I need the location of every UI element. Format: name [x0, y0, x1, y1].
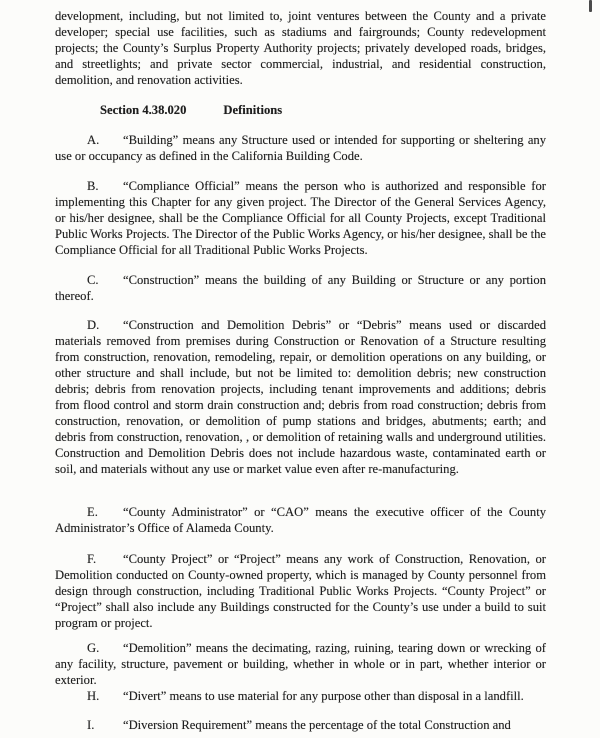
page-content	[55, 8, 546, 733]
definition-text: “Construction and Demolition Debris” or “Debris” means used or discarded materials removed from premises during Construction or Renovation of a Structure resulting from construction, renovation, remodeling, repair, or demolition operations on any building, or other structure and shall include, but not be limited to: demolition debris; new construction debris; debris from renovation projects, including tenant improvements and additions; debris from flood control and storm drain construction and; debris from road construction; debris from construction, renovation, or demolition of pump stations and bridges, abutments; earth; and debris from construction, renovation, , or demolition of retaining walls and underground utilities. Construction and Demolition Debris does not include hazardous waste, contaminated earth or soil, and materials without any use or market value even after re-manufacturing.	[55, 318, 546, 476]
definition-paragraph-i	[55, 717, 546, 733]
definition-text: “Demolition” means the decimating, razing, ruining, tearing down or wrecking of any facility, structure, pavement or building, whether in whole or in part, whether interior or exterior.	[55, 641, 546, 687]
scan-artifact-mark	[589, 0, 592, 12]
definition-paragraph-d	[55, 317, 546, 477]
definition-letter: D.	[87, 318, 100, 332]
definition-text: “Building” means any Structure used or intended for supporting or sheltering any use or occupancy as defined in the California Building Code.	[55, 133, 546, 163]
definition-text: “County Project” or “Project” means any work of Construction, Renovation, or Demolition conducted on County-owned property, which is managed by County personnel from design through construction, including Traditional Public Works Projects. “County Project” or “Project” shall also include any Buildings constructed for the County’s use under a build to suit program or project.	[55, 552, 546, 630]
definition-paragraph-f	[55, 551, 546, 631]
section-title: Definitions	[223, 103, 283, 117]
section-number: Section 4.38.020	[100, 103, 187, 117]
definition-text: “Construction” means the building of any Building or Structure or any portion thereof.	[55, 273, 546, 303]
definition-text: “Compliance Official” means the person who is authorized and responsible for implementing this Chapter for any given project. The Director of the General Services Agency, or his/her designee, shall be the Compliance Official for all County Projects, except Traditional Public Works Projects. The Director of the Public Works Agency, or his/her designee, shall be the Compliance Official for all Traditional Public Works Projects.	[55, 179, 547, 257]
definition-text: “Divert” means to use material for any purpose other than disposal in a landfill.	[123, 689, 524, 703]
definition-text: “Diversion Requirement” means the percentage of the total Construction and	[123, 718, 511, 732]
definition-paragraph-h	[55, 688, 546, 704]
definition-letter: C.	[87, 273, 99, 287]
definition-paragraph-a	[55, 132, 546, 164]
section-heading	[55, 102, 546, 118]
definition-paragraph-c	[55, 272, 546, 304]
definition-letter: B.	[87, 179, 99, 193]
definition-letter: A.	[87, 133, 100, 147]
intro-paragraph: development, including, but not limited to, joint ventures between the County and a private developer; special use facilities, such as stadiums and fairgrounds; County redevelopment projects; the County’s Surplus Property Authority projects; privately developed roads, bridges, and streetlights; and private sector commercial, industrial, and residential construction, demolition, and renovation activities.	[55, 9, 546, 87]
definition-letter: G.	[87, 641, 100, 655]
definition-paragraph-b	[55, 178, 546, 258]
definition-letter: F.	[87, 552, 97, 566]
definition-paragraph-g	[55, 640, 546, 688]
definition-letter: E.	[87, 505, 98, 519]
definition-letter: H.	[87, 689, 100, 703]
definition-paragraph-e	[55, 504, 546, 536]
definition-text: “County Administrator” or “CAO” means the executive officer of the County Administrator’s Office of Alameda County.	[55, 505, 546, 535]
definition-letter: I.	[87, 718, 95, 732]
